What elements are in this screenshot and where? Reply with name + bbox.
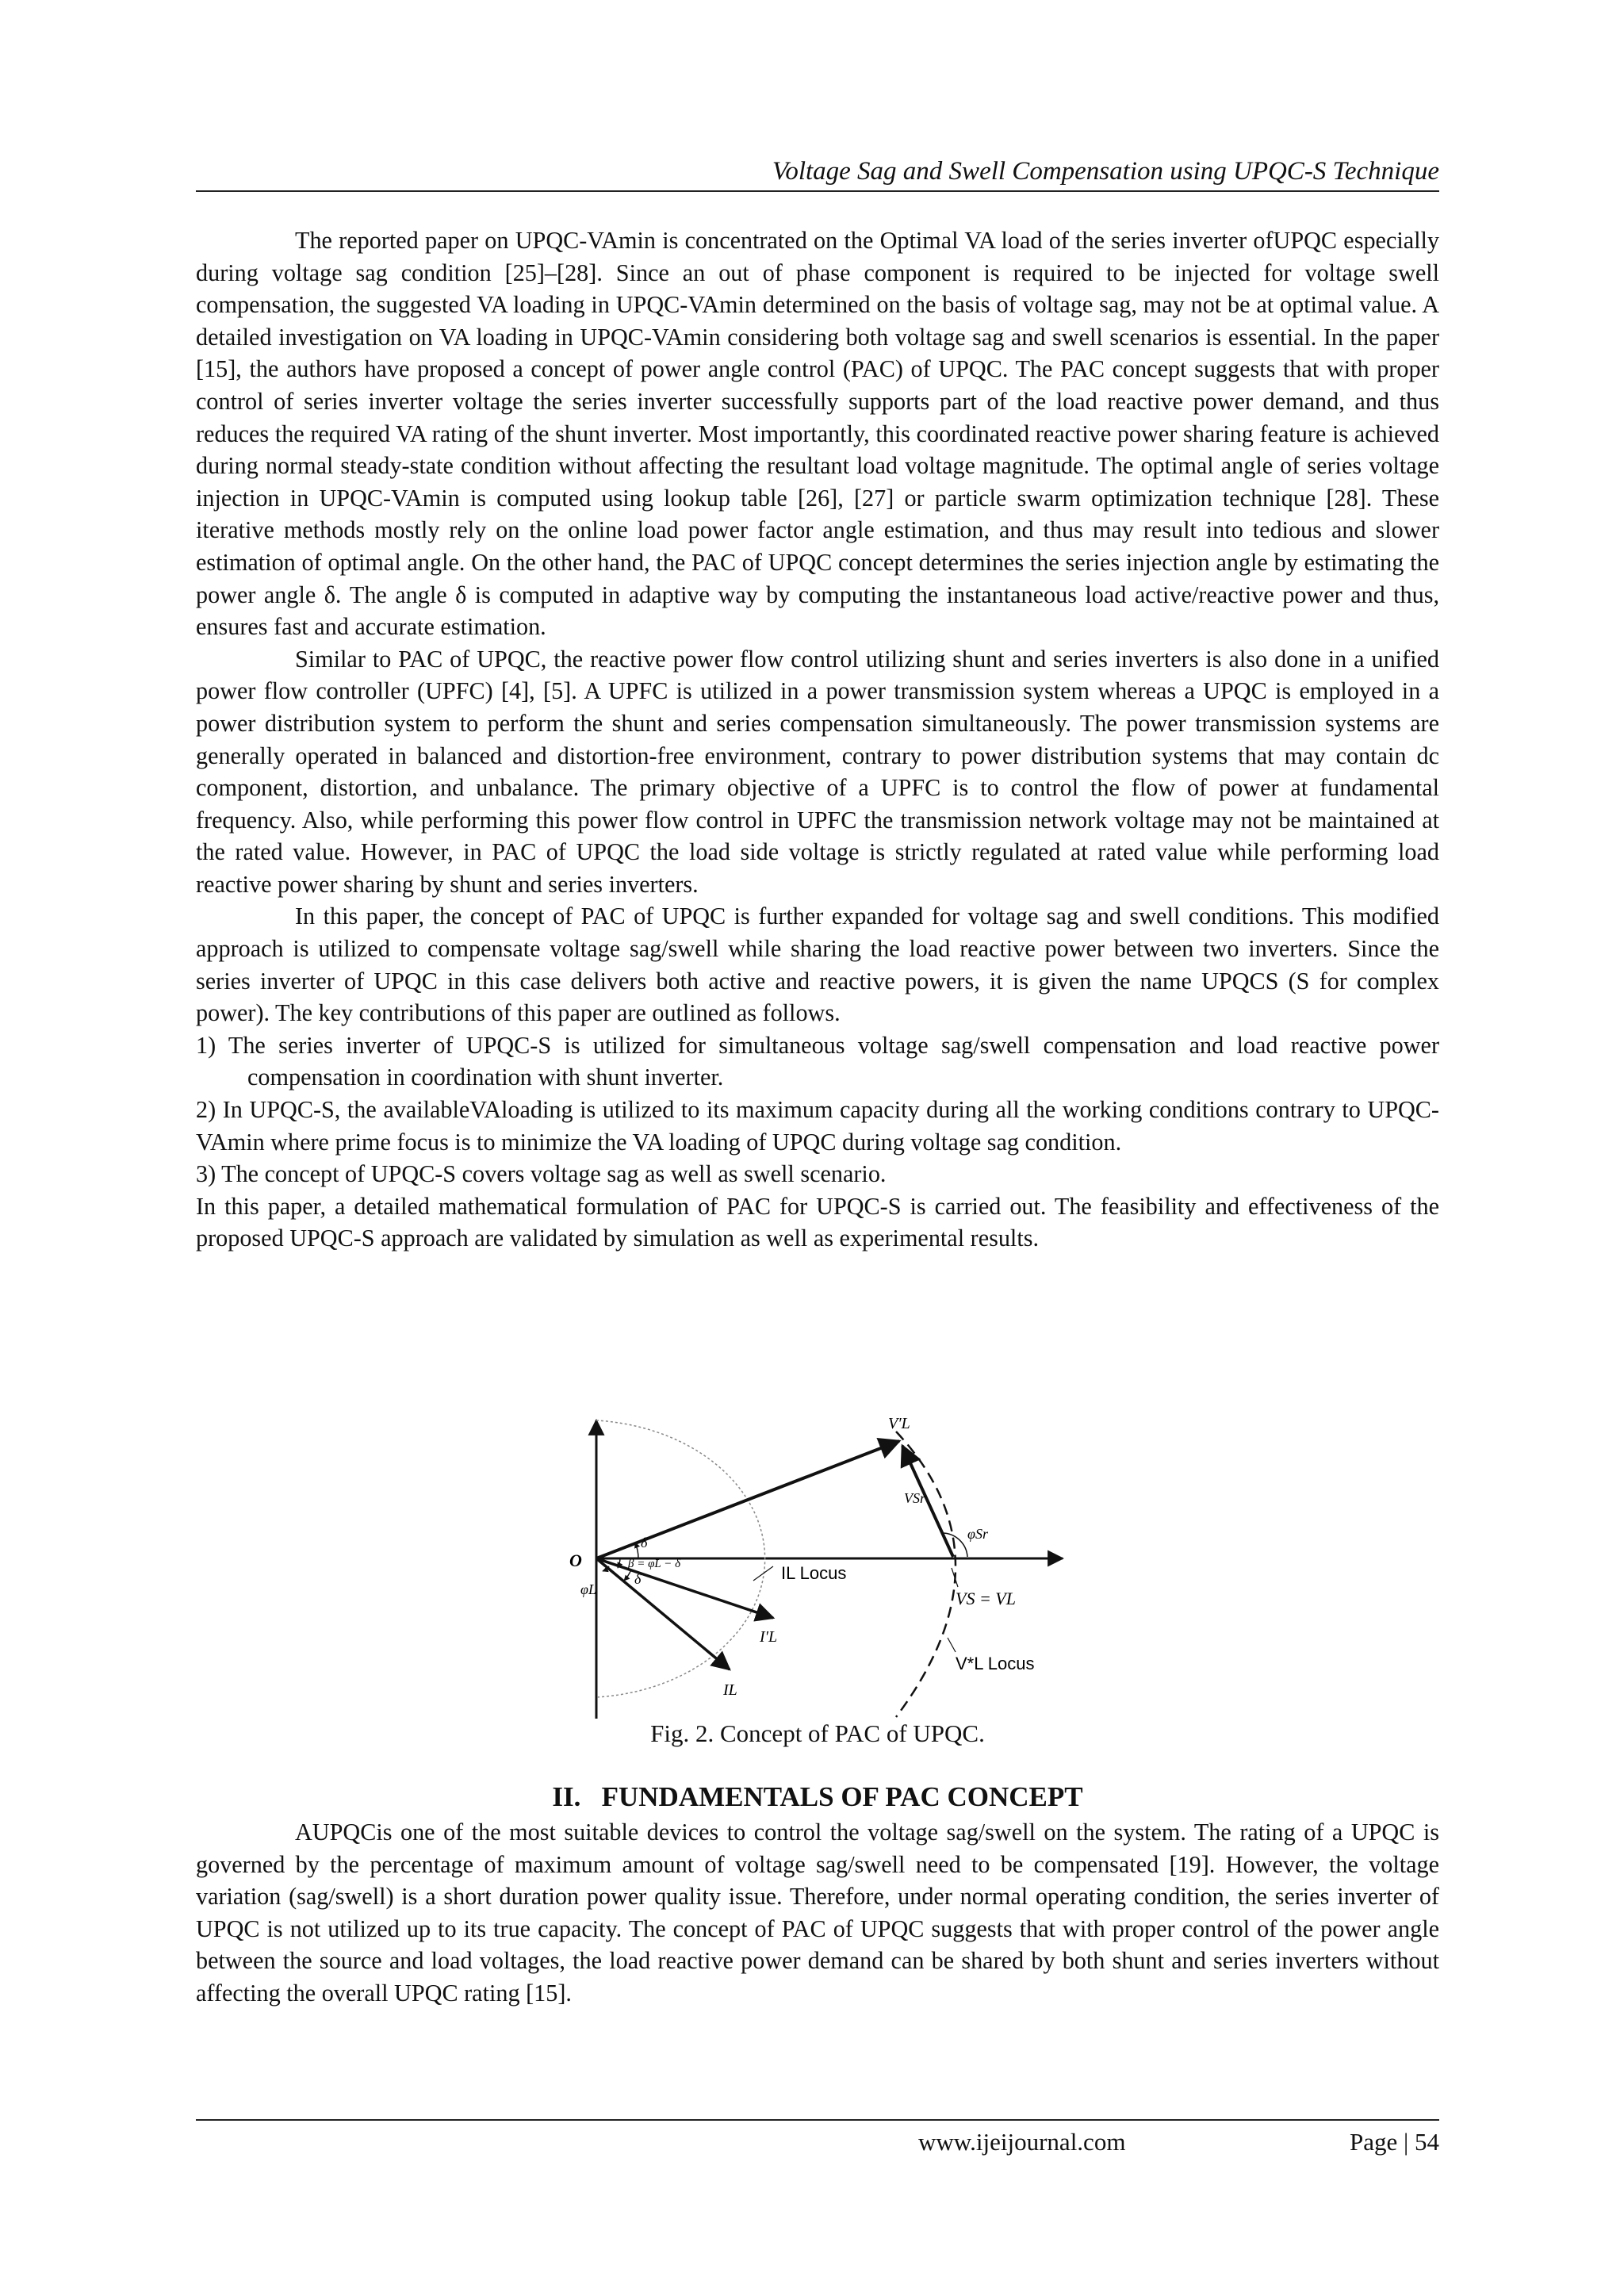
- label-beta: β = φL − δ: [628, 1558, 681, 1570]
- pac-phasor-diagram: [555, 1400, 1078, 1733]
- label-phi-l: φL: [580, 1581, 596, 1597]
- label-il-locus: IL Locus: [781, 1563, 847, 1583]
- paragraph-1: The reported paper on UPQC-VAmin is concentrated on the Optimal VA load of the series inverter ofUPQC especially during voltage sag condition [25]–[28]. Since an out of phase component is required to be injected for voltage swell compensation, the suggested VA loading in UPQC-VAmin determined on the basis of voltage sag, may not be at optimal value. A detailed investigation on VA loading in UPQC-VAmin considering both voltage sag and swell scenarios is essential. In the paper [15], the authors have proposed a concept of power angle control (PAC) of UPQC. The PAC concept suggests that with proper control of series inverter voltage the series inverter successfully supports part of the load reactive power demand, and thus reduces the required VA rating of the shunt inverter. Most importantly, this coordinated reactive power sharing feature is achieved during normal steady-state condition without affecting the resultant load voltage magnitude. The optimal angle of series voltage injection in UPQC-VAmin is computed using lookup table [26], [27] or particle swarm optimization technique [28]. These iterative methods mostly rely on the online load power factor angle estimation, and thus may result into tedious and slower estimation of optimal angle. On the other hand, the PAC of UPQC concept determines the series injection angle by estimating the power angle δ. The angle δ is computed in adaptive way by computing the instantaneous load active/reactive power and thus, ensures fast and accurate estimation.: [196, 227, 1439, 641]
- il-prime-phasor: [596, 1558, 773, 1618]
- contribution-1: 1) The series inverter of UPQC-S is utilized for simultaneous voltage sag/swell compensation and load reactive power compensation in coordination with shunt inverter.: [196, 1031, 1439, 1091]
- contribution-2: 2) In UPQC-S, the availableVAloading is utilized to its maximum capacity during all the working conditions contrary to UPQC-VAmin where prime focus is to minimize the VA loading of UPQC during voltage sag condition.: [196, 1096, 1439, 1156]
- label-il: IL: [723, 1681, 737, 1699]
- phasor-svg: [555, 1400, 1078, 1733]
- paragraph-2: Similar to PAC of UPQC, the reactive power flow control utilizing shunt and series inverters is also done in a unified power flow controller (UPFC) [4], [5]. A UPFC is utilized in a power transmission system whereas a UPQC is employed in a power distribution system to perform the shunt and series compensation simultaneously. The power transmission systems are generally operated in balanced and distortion-free environment, contrary to power distribution systems that may contain dc component, distortion, and unbalance. The primary objective of a UPFC is to control the flow of power at fundamental frequency. Also, while performing this power flow control in UPFC the transmission network voltage may not be maintained at the rated value. However, in PAC of UPQC the load side voltage is strictly regulated at rated value while performing load reactive power sharing by shunt and series inverters.: [196, 645, 1439, 898]
- il-phasor: [596, 1558, 730, 1669]
- delta-arc-bottom: [624, 1570, 631, 1581]
- footer-url: www.ijeijournal.com: [918, 2128, 1126, 2156]
- vl-star-locus-arc: [896, 1432, 956, 1717]
- section-body: [196, 1816, 1439, 2010]
- label-delta-top: δ: [641, 1535, 648, 1550]
- body-text: [196, 224, 1439, 1255]
- label-delta-bottom: δ: [634, 1571, 642, 1587]
- footer-rule: [196, 2119, 1439, 2121]
- paragraph-3: In this paper, the concept of PAC of UPQC is further expanded for voltage sag and swell conditions. This modified approach is utilized to compensate voltage sag/swell while sharing the load reactive power between two inverters. Since the series inverter of UPQC in this case delivers both active and reactive powers, it is given the name UPQCS (S for complex power). The key contributions of this paper are outlined as follows.: [196, 903, 1439, 1027]
- running-title: Voltage Sag and Swell Compensation using UPQC-S Technique: [772, 157, 1439, 186]
- footer-page-number: Page | 54: [1350, 2128, 1439, 2156]
- contribution-3: 3) The concept of UPQC-S covers voltage sag as well as swell scenario.: [196, 1160, 887, 1188]
- label-origin: O: [569, 1550, 582, 1570]
- delta-arc-top: [635, 1543, 638, 1558]
- vs-vl-pointer: [952, 1568, 958, 1587]
- label-vsr: VSr: [904, 1490, 925, 1506]
- figure-caption: Fig. 2. Concept of PAC of UPQC.: [650, 1719, 985, 1747]
- closing-paragraph: In this paper, a detailed mathematical formulation of PAC for UPQC-S is carried out. The feasibility and effectiveness of the proposed UPQC-S approach are validated by simulation as well as experimental results.: [196, 1192, 1439, 1252]
- label-vl-prime: V′L: [888, 1415, 910, 1432]
- label-phi-sr: φSr: [967, 1526, 988, 1542]
- label-il-prime: I′L: [760, 1628, 778, 1646]
- vl-star-pointer: [948, 1638, 956, 1652]
- section-heading: II. FUNDAMENTALS OF PAC CONCEPT: [552, 1781, 1083, 1812]
- label-vs-vl: VS = VL: [956, 1589, 1016, 1608]
- label-vl-star-locus: V*L Locus: [956, 1654, 1035, 1673]
- section-paragraph: AUPQCis one of the most suitable devices to control the voltage sag/swell on the system. The rating of a UPQC is governed by the percentage of maximum amount of voltage sag/swell need to be compensated [19]. However, the voltage variation (sag/swell) is a short duration power quality issue. Therefore, under normal operating condition, the series inverter of UPQC is not utilized up to its true capacity. The concept of PAC of UPQC suggests that with proper control of the power angle between the source and load voltages, the load reactive power demand can be shared by both shunt and series inverters without affecting the overall UPQC rating [15].: [196, 1819, 1439, 2007]
- header-rule: [196, 190, 1439, 192]
- il-locus-pointer: [753, 1566, 773, 1581]
